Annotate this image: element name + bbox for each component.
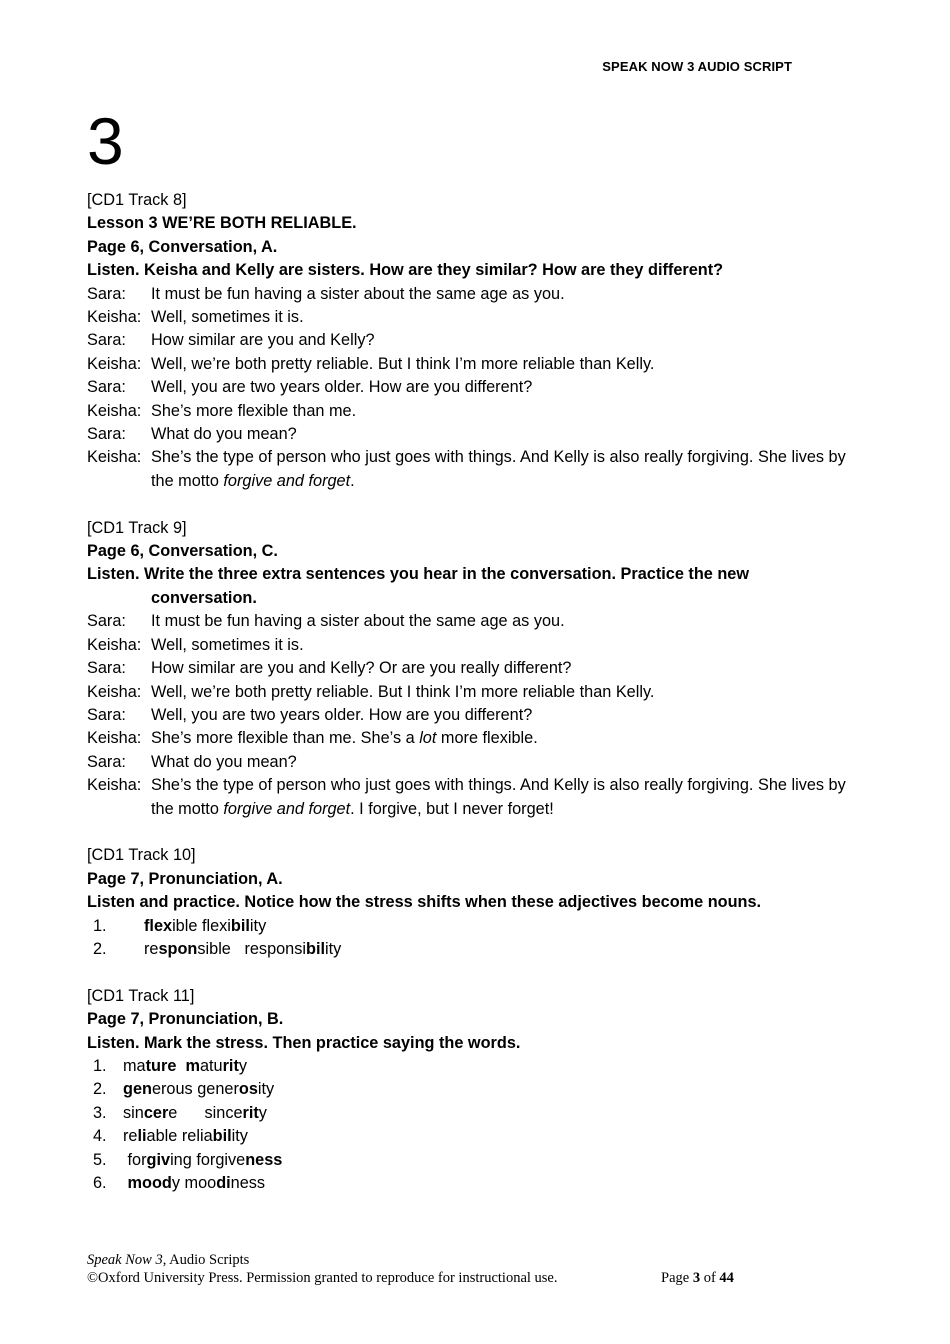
item-number: 5. [93, 1150, 107, 1169]
word-part: e [168, 1103, 178, 1122]
list-item [87, 1078, 847, 1101]
speaker: Keisha: [87, 682, 142, 701]
stressed-syllable: bil [212, 1127, 232, 1146]
item-number: 2. [93, 1080, 107, 1099]
stressed-syllable: rit [222, 1056, 239, 1075]
utterance-italic: forgive and forget [223, 799, 351, 818]
utterance: It must be fun having a sister about the same age as you. [151, 284, 565, 303]
page-total: 44 [719, 1270, 734, 1286]
utterance-end: . [350, 471, 355, 490]
dialogue-line [87, 657, 847, 680]
lesson-title: Lesson 3 WE’RE BOTH RELIABLE. [87, 214, 357, 233]
list-item [87, 1102, 847, 1125]
utterance: She’s the type of person who just goes with things. And Kelly is also really forgiving. She lives by the motto [151, 448, 846, 490]
track-label: [CD1 Track 11] [87, 986, 195, 1005]
word-part: flexi [201, 916, 231, 935]
stressed-syllable: giv [146, 1150, 171, 1169]
list-item [87, 1125, 847, 1148]
word-part: gener [197, 1080, 239, 1099]
book-suffix: , Audio Scripts [162, 1252, 250, 1268]
dialogue-line [87, 704, 847, 727]
dialogue-line [87, 329, 847, 352]
page-footer [87, 1251, 787, 1287]
stressed-syllable: ness [245, 1150, 283, 1169]
speaker: Keisha: [87, 729, 142, 748]
separator [177, 1104, 204, 1122]
chapter-number: 3 [87, 104, 124, 178]
utterance: How similar are you and Kelly? Or are you really different? [151, 659, 572, 678]
item-number: 1. [93, 1056, 107, 1075]
dialogue-line [87, 423, 847, 446]
dialogue-line [87, 751, 847, 774]
item-number: 6. [93, 1174, 107, 1193]
page-reference: Page 7, Pronunciation, B. [87, 1010, 284, 1029]
item-number: 4. [93, 1127, 107, 1146]
footer-book-line [87, 1251, 787, 1269]
dialogue-line [87, 681, 847, 704]
instruction: Listen. Mark the stress. Then practice saying the words. [87, 1033, 521, 1052]
stressed-syllable: di [216, 1174, 231, 1193]
word-part: for [123, 1150, 147, 1169]
utterance: She’s the type of person who just goes with things. And Kelly is also really forgiving. She lives by the motto [151, 776, 846, 818]
instruction: Listen. Write the three extra sentences you hear in the conversation. Practice the new conversation. [87, 565, 750, 607]
dialogue-line [87, 446, 847, 493]
utterance-end: . I forgive, but I never forget! [350, 799, 554, 818]
word-part: forgive [196, 1150, 246, 1169]
word-part: able [146, 1127, 178, 1146]
utterance: Well, you are two years older. How are you different? [151, 705, 533, 724]
instruction: Listen and practice. Notice how the stress shifts when these adjectives become nouns. [87, 893, 762, 912]
copyright-notice: ©Oxford University Press. Permission granted to reproduce for instructional use. [87, 1270, 558, 1286]
utterance: How similar are you and Kelly? [151, 331, 375, 350]
utterance: Well, sometimes it is. [151, 308, 304, 327]
speaker: Sara: [87, 752, 126, 771]
word-part: ity [257, 1080, 275, 1099]
word-part: ity [249, 916, 267, 935]
speaker: Sara: [87, 705, 126, 724]
word-part: erous [151, 1080, 193, 1099]
speaker: Keisha: [87, 401, 142, 420]
word-part: responsi [244, 939, 306, 958]
utterance: Well, we’re both pretty reliable. But I think I’m more reliable than Kelly. [151, 354, 655, 373]
speaker: Sara: [87, 331, 126, 350]
dialogue-line [87, 634, 847, 657]
utterance-end: more flexible. [436, 729, 538, 748]
item-number: 1. [93, 916, 107, 935]
speaker: Sara: [87, 425, 126, 444]
list-item [87, 938, 847, 961]
utterance-italic: lot [419, 729, 437, 748]
instruction: Listen. Keisha and Kelly are sisters. How are they similar? How are they different? [87, 261, 724, 280]
stressed-syllable: os [238, 1080, 258, 1099]
speaker: Keisha: [87, 448, 142, 467]
word-part: y [238, 1056, 247, 1075]
word-part: re [144, 939, 159, 958]
word-part: ing [170, 1150, 192, 1169]
word-part: y [171, 1174, 180, 1193]
dialogue-line [87, 774, 847, 821]
stressed-syllable: bil [306, 939, 325, 958]
word-part: ible [172, 916, 198, 935]
speaker: Sara: [87, 284, 126, 303]
dialogue-line [87, 727, 847, 750]
utterance: What do you mean? [151, 425, 297, 444]
list-item [87, 915, 847, 938]
utterance: What do you mean? [151, 752, 297, 771]
page-number: 3 [692, 1270, 701, 1286]
utterance: It must be fun having a sister about the same age as you. [151, 612, 565, 631]
stressed-syllable: mood [127, 1174, 172, 1193]
stressed-syllable: flex [144, 916, 173, 935]
utterance: She’s more flexible than me. [151, 401, 357, 420]
word-part: re [123, 1127, 138, 1146]
speaker: Sara: [87, 612, 126, 631]
speaker: Keisha: [87, 635, 142, 654]
utterance-italic: forgive and forget [223, 471, 351, 490]
page-label: Page [661, 1270, 693, 1286]
item-number: 2. [93, 939, 107, 958]
stressed-syllable: rit [242, 1103, 259, 1122]
word-part: sible [197, 939, 231, 958]
speaker: Sara: [87, 378, 126, 397]
utterance: Well, you are two years older. How are you different? [151, 378, 533, 397]
track-label: [CD1 Track 8] [87, 191, 187, 209]
dialogue-line [87, 610, 847, 633]
speaker: Keisha: [87, 308, 142, 327]
word-part: atu [199, 1056, 223, 1075]
utterance: Well, sometimes it is. [151, 635, 304, 654]
stressed-syllable: li [137, 1127, 147, 1146]
speaker: Sara: [87, 659, 126, 678]
book-title: Speak Now 3 [87, 1252, 163, 1268]
dialogue-line [87, 376, 847, 399]
page-reference: Page 6, Conversation, C. [87, 542, 278, 561]
list-item [87, 1055, 847, 1078]
stressed-syllable: bil [230, 916, 250, 935]
utterance: Well, we’re both pretty reliable. But I think I’m more reliable than Kelly. [151, 682, 655, 701]
page-counter [661, 1269, 734, 1287]
word-part: moo [184, 1174, 217, 1193]
page-reference: Page 6, Conversation, A. [87, 237, 278, 256]
dialogue-line [87, 283, 847, 306]
word-part: sin [123, 1103, 144, 1122]
utterance: She’s more flexible than me. She’s a [151, 729, 420, 748]
word-part: ity [231, 1127, 248, 1146]
word-part: relia [181, 1127, 213, 1146]
speaker: Keisha: [87, 776, 142, 795]
stressed-syllable: gen [123, 1080, 152, 1099]
speaker: Keisha: [87, 354, 142, 373]
word-part: ness [230, 1174, 266, 1193]
stressed-syllable: cer [143, 1103, 169, 1122]
item-number: 3. [93, 1103, 107, 1122]
word-part: ma [123, 1056, 146, 1075]
stressed-syllable: ture [145, 1056, 177, 1075]
word-part: since [204, 1103, 243, 1122]
page-reference: Page 7, Pronunciation, A. [87, 869, 283, 888]
separator [231, 940, 245, 958]
page-of: of [700, 1270, 720, 1286]
dialogue-line [87, 306, 847, 329]
list-item [87, 1149, 847, 1172]
word-part: y [258, 1103, 267, 1122]
word-part: ity [325, 939, 342, 958]
track-label: [CD1 Track 9] [87, 518, 187, 537]
dialogue-line [87, 400, 847, 423]
track-label: [CD1 Track 10] [87, 846, 196, 865]
list-item [87, 1172, 847, 1195]
stressed-syllable: spon [158, 939, 198, 958]
dialogue-line [87, 353, 847, 376]
running-header: SPEAK NOW 3 AUDIO SCRIPT [602, 59, 792, 74]
audio-script-body [87, 189, 847, 1195]
stressed-syllable: m [185, 1056, 200, 1075]
